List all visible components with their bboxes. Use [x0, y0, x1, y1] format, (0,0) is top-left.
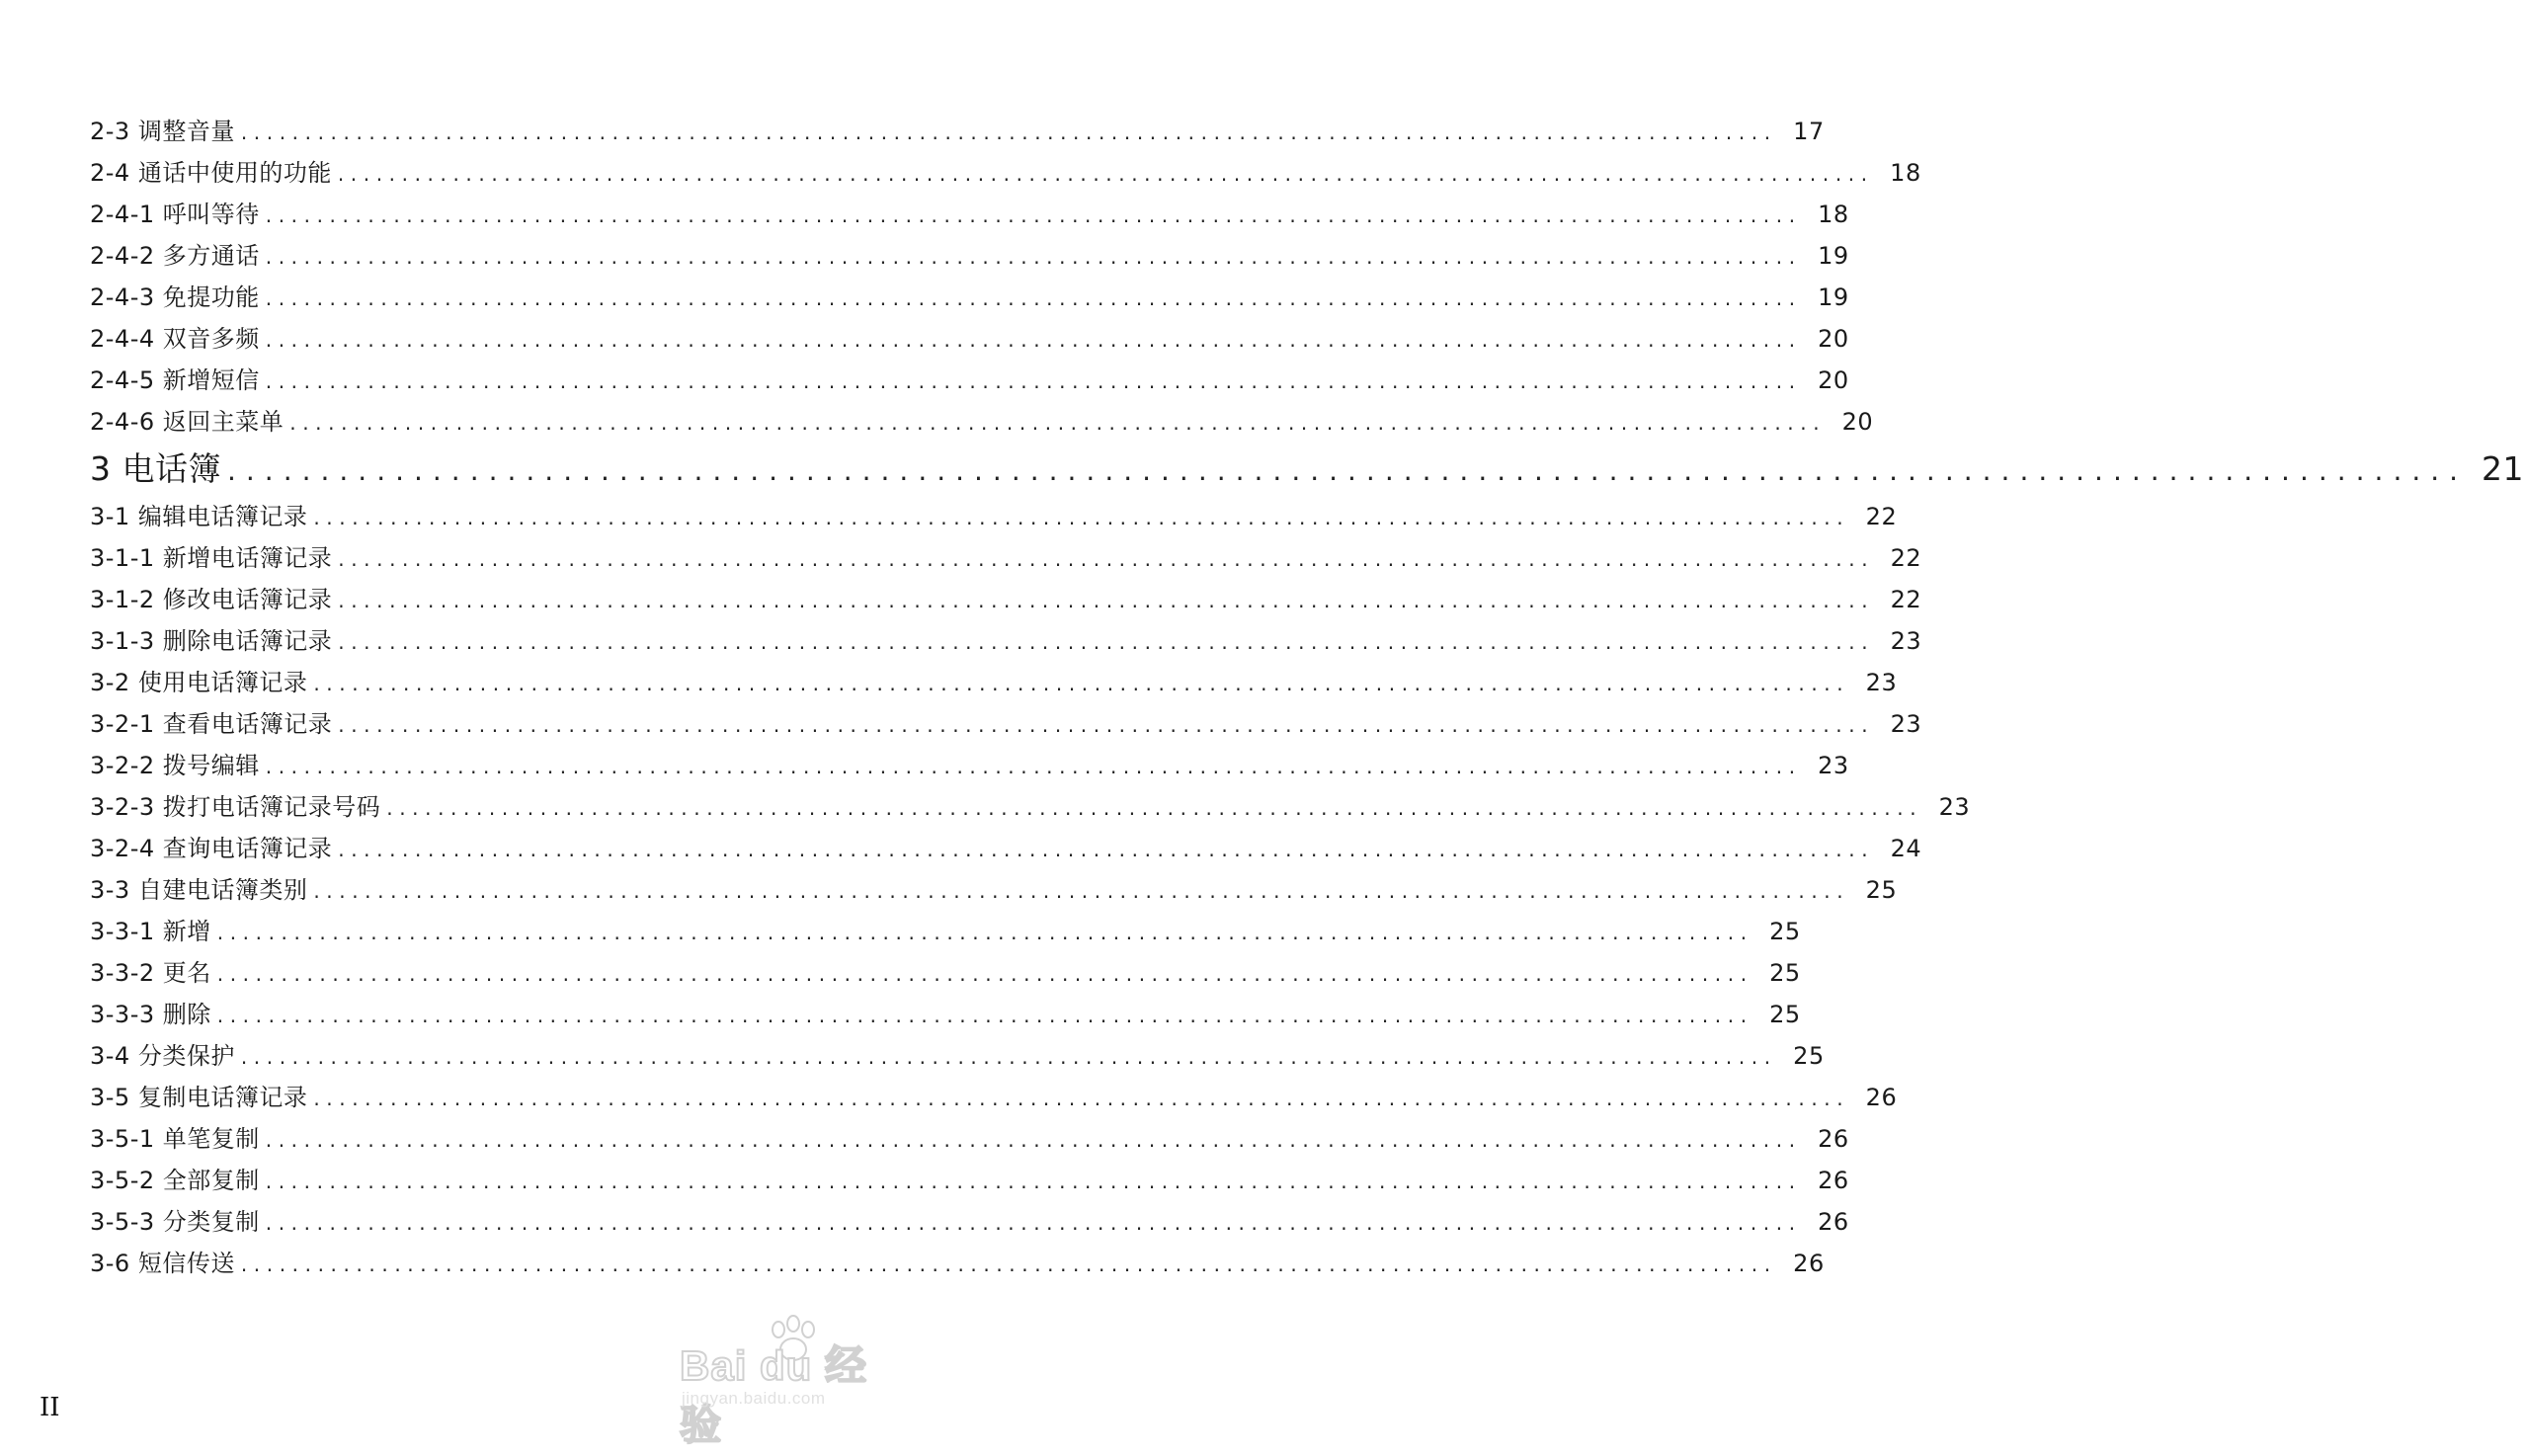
toc-leader-dots: ........................................................................................................................: [240, 121, 1777, 144]
toc-entry-title: 3-5-3 分类复制: [90, 1208, 260, 1236]
watermark-logo: Bai du 经验: [680, 1342, 868, 1448]
toc-entry-title: 3-2-1 查看电话簿记录: [90, 710, 333, 738]
toc-leader-dots: ........................................................................................................................: [337, 162, 1874, 186]
toc-leader-dots: ........................................................................................................................: [313, 879, 1850, 903]
page-number: II: [40, 1393, 60, 1422]
toc-entry-title: 3-2-2 拨号编辑: [90, 752, 260, 779]
toc-entry-page: 23: [1865, 669, 1898, 696]
toc-entry-title: 3-3 自建电话簿类别: [90, 876, 308, 904]
toc-row: [90, 745, 1849, 786]
toc-entry-title: 3-2-3 拨打电话簿记录号码: [90, 793, 381, 821]
toc-entry-page: 23: [1818, 752, 1849, 779]
toc-entry-title: 3-1-3 删除电话簿记录: [90, 627, 333, 655]
toc-chapter-row: [90, 443, 2524, 496]
toc-entry-title: 3-1-2 修改电话簿记录: [90, 586, 333, 613]
toc-entry-page: 26: [1793, 1250, 1825, 1277]
toc-leader-dots: ........................................................................................................................: [265, 1128, 1802, 1152]
toc-row: [90, 1118, 1849, 1160]
toc-row: [90, 1160, 1849, 1201]
toc-entry-title: 2-3 调整音量: [90, 118, 235, 145]
toc-row: [90, 952, 1801, 994]
toc-entry-page: 26: [1818, 1125, 1849, 1153]
toc-leader-dots: ........................................................................................................................: [265, 203, 1802, 227]
toc-entry-page: 23: [1938, 793, 1971, 821]
toc-entry-page: 25: [1793, 1042, 1825, 1070]
toc-row: [90, 579, 1922, 620]
toc-entry-page: 26: [1818, 1208, 1849, 1236]
toc-row: [90, 662, 1898, 703]
toc-entry-title: 3-4 分类保护: [90, 1042, 235, 1070]
toc-entry-page: 18: [1890, 159, 1921, 187]
toc-entry-title: 3-5 复制电话簿记录: [90, 1084, 308, 1111]
toc-row: [90, 496, 1898, 537]
toc-leader-dots: ........................................................................................................................: [265, 1170, 1802, 1193]
toc-leader-dots: ........................................................................................................................: [313, 672, 1850, 695]
toc-entry-page: 18: [1818, 201, 1849, 228]
toc-row: [90, 1201, 1849, 1243]
toc-row: [90, 828, 1922, 869]
toc-entry-title: 3-1 编辑电话簿记录: [90, 503, 308, 530]
toc-row: [90, 786, 1971, 828]
toc-entry-page: 26: [1818, 1167, 1849, 1194]
toc-entry-title: 3-2 使用电话簿记录: [90, 669, 308, 696]
toc-leader-dots: ........................................................................................................................: [386, 796, 1923, 820]
toc-row: [90, 620, 1922, 662]
toc-entry-page: 21: [2482, 449, 2524, 488]
toc-entry-title: 2-4 通话中使用的功能: [90, 159, 332, 187]
toc-entry-title: 2-4-2 多方通话: [90, 242, 260, 270]
toc-entry-page: 26: [1865, 1084, 1898, 1111]
toc-entry-page: 23: [1890, 710, 1922, 738]
toc-leader-dots: ........................................................................................................................: [265, 369, 1802, 393]
toc-entry-page: 20: [1818, 366, 1849, 394]
table-of-contents: [90, 111, 2524, 1284]
toc-entry-title: 3-5-1 单笔复制: [90, 1125, 260, 1153]
toc-row: [90, 1243, 1825, 1284]
baidu-jingyan-watermark: [676, 1316, 899, 1448]
toc-row: [90, 703, 1922, 745]
toc-leader-dots: ........................................................................................................................: [265, 755, 1802, 778]
toc-entry-title: 3-6 短信传送: [90, 1250, 235, 1277]
toc-leader-dots: ........................................................................................................................: [338, 713, 1875, 737]
toc-row: [90, 911, 1801, 952]
toc-entry-title: 3-3-3 删除: [90, 1001, 211, 1028]
watermark-url: jingyan.baidu.com: [682, 1389, 826, 1408]
toc-row: [90, 111, 1825, 152]
toc-entry-page: 24: [1890, 835, 1922, 862]
toc-row: [90, 869, 1898, 911]
toc-entry-title: 3-3-1 新增: [90, 918, 211, 945]
toc-row: [90, 1035, 1825, 1077]
toc-row: [90, 235, 1849, 277]
toc-row: [90, 537, 1922, 579]
toc-leader-dots: ........................................................................................................................: [265, 328, 1802, 352]
toc-entry-title: 3-5-2 全部复制: [90, 1167, 260, 1194]
toc-row: [90, 194, 1849, 235]
toc-entry-page: 25: [1769, 1001, 1801, 1028]
toc-row: [90, 152, 1921, 194]
toc-entry-page: 17: [1793, 118, 1825, 145]
toc-leader-dots: ........................................................................................................................: [216, 962, 1753, 986]
toc-row: [90, 401, 1874, 443]
toc-leader-dots: ........................................................................................................................: [227, 454, 2469, 487]
toc-leader-dots: ........................................................................................................................: [338, 547, 1875, 571]
toc-entry-page: 19: [1818, 242, 1849, 270]
toc-entry-title: 2-4-4 双音多频: [90, 325, 260, 353]
toc-entry-title: 3-2-4 查询电话簿记录: [90, 835, 333, 862]
toc-entry-page: 20: [1841, 408, 1874, 436]
toc-row: [90, 318, 1849, 360]
toc-leader-dots: ........................................................................................................................: [216, 921, 1753, 944]
toc-row: [90, 277, 1849, 318]
toc-row: [90, 1077, 1898, 1118]
toc-leader-dots: ........................................................................................................................: [313, 506, 1850, 529]
toc-entry-page: 20: [1818, 325, 1849, 353]
toc-entry-title: 2-4-5 新增短信: [90, 366, 260, 394]
toc-leader-dots: ........................................................................................................................: [338, 838, 1875, 861]
toc-leader-dots: ........................................................................................................................: [240, 1045, 1777, 1069]
toc-leader-dots: ........................................................................................................................: [289, 411, 1827, 435]
toc-leader-dots: ........................................................................................................................: [265, 1211, 1802, 1235]
toc-leader-dots: ........................................................................................................................: [265, 245, 1802, 269]
toc-leader-dots: ........................................................................................................................: [216, 1004, 1753, 1027]
toc-entry-page: 22: [1865, 503, 1898, 530]
toc-entry-page: 22: [1890, 586, 1922, 613]
toc-entry-page: 22: [1890, 544, 1922, 572]
toc-leader-dots: ........................................................................................................................: [338, 589, 1875, 612]
toc-entry-page: 23: [1890, 627, 1922, 655]
toc-entry-page: 19: [1818, 283, 1849, 311]
toc-entry-title: 2-4-6 返回主菜单: [90, 408, 285, 436]
toc-entry-page: 25: [1769, 918, 1801, 945]
toc-leader-dots: ........................................................................................................................: [240, 1253, 1777, 1276]
toc-row: [90, 360, 1849, 401]
toc-entry-title: 3-1-1 新增电话簿记录: [90, 544, 333, 572]
toc-entry-title: 2-4-1 呼叫等待: [90, 201, 260, 228]
toc-entry-title: 2-4-3 免提功能: [90, 283, 260, 311]
toc-entry-page: 25: [1865, 876, 1898, 904]
toc-leader-dots: ........................................................................................................................: [313, 1087, 1850, 1110]
toc-entry-page: 25: [1769, 959, 1801, 987]
toc-leader-dots: ........................................................................................................................: [338, 630, 1875, 654]
toc-entry-title: 3 电话簿: [90, 449, 221, 488]
toc-entry-title: 3-3-2 更名: [90, 959, 211, 987]
toc-leader-dots: ........................................................................................................................: [265, 286, 1802, 310]
toc-row: [90, 994, 1801, 1035]
